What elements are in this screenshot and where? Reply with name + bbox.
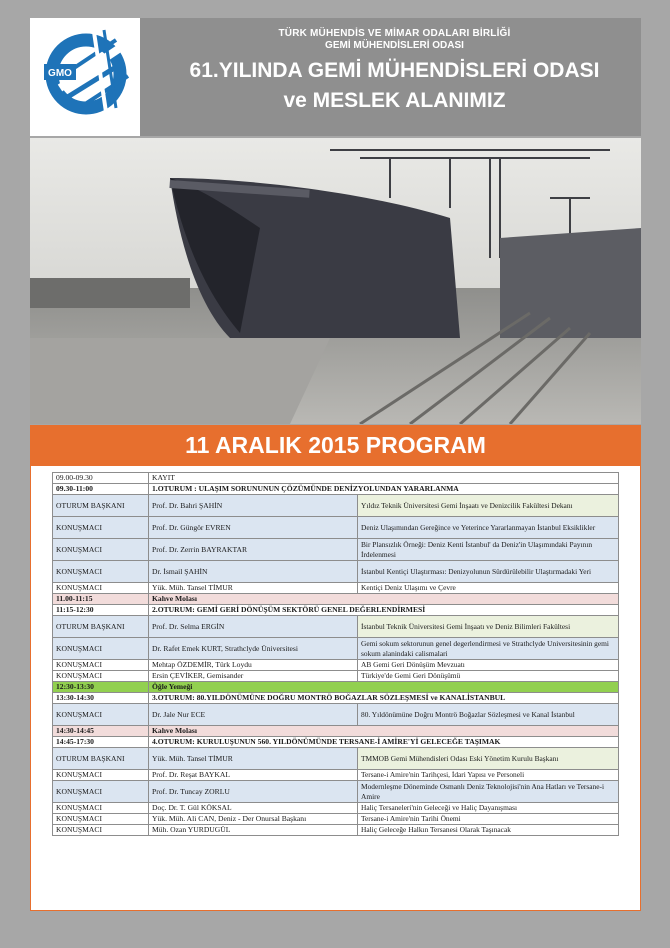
speaker-cell: Müh. Ozan YURDUGÜL <box>149 825 358 836</box>
program-row <box>53 748 619 770</box>
speaker-cell: Prof. Dr. Selma ERGİN <box>149 616 358 638</box>
session-row <box>53 605 619 616</box>
session-row <box>53 737 619 748</box>
time-cell: 09.30-11:00 <box>53 484 149 495</box>
role-cell: KONUŞMACI <box>53 539 149 561</box>
topic-cell: Türkiye'de Gemi Geri Dönüşümü <box>358 671 619 682</box>
program-row <box>53 781 619 803</box>
speaker-cell: Prof. Dr. Güngör EVREN <box>149 517 358 539</box>
break-row <box>53 594 619 605</box>
time-cell: 12:30-13:30 <box>53 682 149 693</box>
break-label: Kahve Molası <box>149 594 619 605</box>
program-row <box>53 616 619 638</box>
topic-cell: 80. Yıldönümüne Doğru Montrö Boğazlar Sözleşmesi ve Kanal İstanbul <box>358 704 619 726</box>
topic-cell: TMMOB Gemi Mühendisleri Odası Eski Yönetim Kurulu Başkanı <box>358 748 619 770</box>
program-row <box>53 803 619 814</box>
topic-cell: İstanbul Kentiçi Ulaştırması: Denizyolunun Sürdürülebilir Ulaştırmadaki Yeri <box>358 561 619 583</box>
topic-cell: Bir Plansızlık Örneği: Deniz Kenti İstanbul' da Deniz'in Ulaşımındaki Payının İrdelenmesi <box>358 539 619 561</box>
speaker-cell: Dr. Rafet Emek KURT, Strathclyde Üniversitesi <box>149 638 358 660</box>
header <box>30 18 641 136</box>
program-row <box>53 704 619 726</box>
item-cell: KAYIT <box>149 473 619 484</box>
program-row <box>53 495 619 517</box>
gmo-logo <box>30 18 140 136</box>
role-cell: KONUŞMACI <box>53 583 149 594</box>
speaker-cell: Doç. Dr. T. Gül KÖKSAL <box>149 803 358 814</box>
time-cell: 09.00-09.30 <box>53 473 149 484</box>
time-cell: 11:15-12:30 <box>53 605 149 616</box>
lunch-label: Öğle Yemeği <box>149 682 619 693</box>
role-cell: OTURUM BAŞKANI <box>53 748 149 770</box>
org-line-1: TÜRK MÜHENDİS VE MİMAR ODALARI BİRLİĞİ <box>278 28 511 39</box>
speaker-cell: Yük. Müh. Tansel TİMUR <box>149 748 358 770</box>
role-cell: KONUŞMACI <box>53 671 149 682</box>
role-cell: KONUŞMACI <box>53 781 149 803</box>
topic-cell: Tersane-i Amire'nin Tarihi Önemi <box>358 814 619 825</box>
role-cell: KONUŞMACI <box>53 660 149 671</box>
role-cell: OTURUM BAŞKANI <box>53 495 149 517</box>
org-line-2: GEMİ MÜHENDİSLERİ ODASI <box>325 40 464 51</box>
program-frame <box>30 465 641 911</box>
role-cell: KONUŞMACI <box>53 825 149 836</box>
time-cell: 13:30-14:30 <box>53 693 149 704</box>
program-row <box>53 517 619 539</box>
session-title: 3.OTURUM: 80.YILDÖNÜMÜNE DOĞRU MONTRÖ BOĞAZLAR SÖZLEŞMESİ ve KANALİSTANBUL <box>149 693 619 704</box>
page-subtitle: ve MESLEK ALANIMIZ <box>283 89 506 112</box>
role-cell: KONUŞMACI <box>53 517 149 539</box>
role-cell: OTURUM BAŞKANI <box>53 616 149 638</box>
program-row <box>53 638 619 660</box>
program-row <box>53 561 619 583</box>
topic-cell: İstanbul Teknik Üniversitesi Gemi İnşaatı ve Deniz Bilimleri Fakültesi <box>358 616 619 638</box>
break-row <box>53 726 619 737</box>
topic-cell: Haliç Tersaneleri'nin Geleceği ve Haliç Dayanışması <box>358 803 619 814</box>
page-title: 61.YILINDA GEMİ MÜHENDİSLERİ ODASI <box>189 59 600 82</box>
speaker-cell: Prof. Dr. Zerrin BAYRAKTAR <box>149 539 358 561</box>
speaker-cell: Yük. Müh. Tansel TİMUR <box>149 583 358 594</box>
lunch-row <box>53 682 619 693</box>
ship-painting <box>30 138 641 424</box>
session-row <box>53 693 619 704</box>
break-label: Kahve Molası <box>149 726 619 737</box>
logo-text: GMO <box>48 68 72 79</box>
program-row <box>53 583 619 594</box>
topic-cell: AB Gemi Geri Dönüşüm Mevzuatı <box>358 660 619 671</box>
topic-cell: Tersane-i Amire'nin Tarihçesi, İdari Yapısı ve Personeli <box>358 770 619 781</box>
topic-cell: Yıldız Teknik Üniversitesi Gemi İnşaatı ve Denizcilik Fakültesi Dekanı <box>358 495 619 517</box>
program-row <box>53 671 619 682</box>
speaker-cell: Prof. Dr. Bahri ŞAHİN <box>149 495 358 517</box>
gmo-logo-icon <box>30 18 140 136</box>
program-row <box>53 660 619 671</box>
topic-cell: Modernleşme Döneminde Osmanlı Deniz Teknolojisi'nin Ana Hatları ve Tersane-i Amire <box>358 781 619 803</box>
program-row <box>53 814 619 825</box>
speaker-cell: Prof. Dr. Reşat BAYKAL <box>149 770 358 781</box>
program-row <box>53 770 619 781</box>
program-table <box>52 472 619 836</box>
topic-cell: Kentiçi Deniz Ulaşımı ve Çevre <box>358 583 619 594</box>
ship-painting-image <box>30 138 641 424</box>
program-row <box>53 539 619 561</box>
program-row <box>53 473 619 484</box>
role-cell: KONUŞMACI <box>53 803 149 814</box>
time-cell: 14:45-17:30 <box>53 737 149 748</box>
speaker-cell: Dr. İsmail ŞAHİN <box>149 561 358 583</box>
role-cell: KONUŞMACI <box>53 704 149 726</box>
session-title: 1.OTURUM : ULAŞIM SORUNUNUN ÇÖZÜMÜNDE DENİZYOLUNDAN YARARLANMA <box>149 484 619 495</box>
speaker-cell: Mehtap ÖZDEMİR, Türk Loydu <box>149 660 358 671</box>
role-cell: KONUŞMACI <box>53 638 149 660</box>
topic-cell: Gemi sokum sektorunun genel degerlendirmesi ve Strathclyde Universitesinin gemi sokum alanindaki calismalari <box>358 638 619 660</box>
session-title: 4.OTURUM: KURULUŞUNUN 560. YILDÖNÜMÜNDE TERSANE-İ AMİRE'Yİ GELECEĞE TAŞIMAK <box>149 737 619 748</box>
topic-cell: Deniz Ulaşımından Gereğince ve Yeterince Yararlanmayan İstanbul Eksiklikler <box>358 517 619 539</box>
speaker-cell: Dr. Jale Nur ECE <box>149 704 358 726</box>
time-cell: 14:30-14:45 <box>53 726 149 737</box>
session-row <box>53 484 619 495</box>
speaker-cell: Prof. Dr. Tuncay ZORLU <box>149 781 358 803</box>
speaker-cell: Ersin ÇEVİKER, Gemisander <box>149 671 358 682</box>
program-banner: 11 ARALIK 2015 PROGRAM <box>30 425 641 465</box>
role-cell: KONUŞMACI <box>53 770 149 781</box>
program-row <box>53 825 619 836</box>
speaker-cell: Yük. Müh. Ali CAN, Deniz - Der Onursal Başkanı <box>149 814 358 825</box>
role-cell: KONUŞMACI <box>53 814 149 825</box>
header-text <box>148 18 641 113</box>
session-title: 2.OTURUM: GEMİ GERİ DÖNÜŞÜM SEKTÖRÜ GENEL DEĞERLENDİRMESİ <box>149 605 619 616</box>
topic-cell: Haliç Geleceğe Halkın Tersanesi Olarak Taşınacak <box>358 825 619 836</box>
role-cell: KONUŞMACI <box>53 561 149 583</box>
time-cell: 11.00-11:15 <box>53 594 149 605</box>
